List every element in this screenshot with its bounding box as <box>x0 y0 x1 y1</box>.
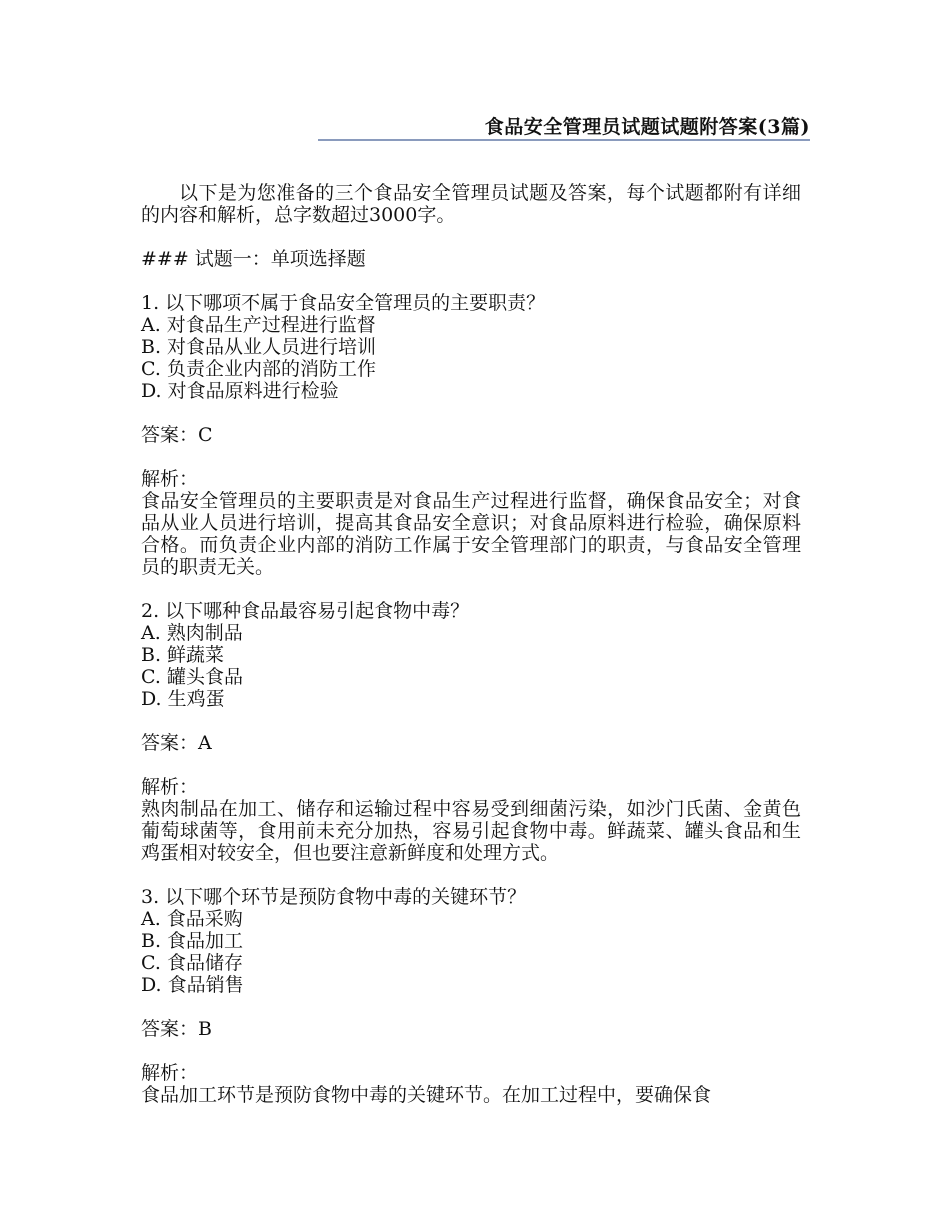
analysis-label: 解析： <box>141 1062 199 1084</box>
answer-line: 答案：A <box>141 732 212 754</box>
document-body <box>141 160 801 1106</box>
option-b: B. 鲜蔬菜 <box>141 644 225 666</box>
option-d: D. 食品销售 <box>141 974 244 996</box>
option-d: D. 对食品原料进行检验 <box>141 380 339 402</box>
question-stem: 3. 以下哪个环节是预防食物中毒的关键环节？ <box>141 886 527 908</box>
question-block <box>141 292 801 578</box>
intro-paragraph: 以下是为您准备的三个食品安全管理员试题及答案，每个试题都附有详细的内容和解析，总字数超过3000字。 <box>141 182 801 226</box>
option-b: B. 对食品从业人员进行培训 <box>141 336 377 358</box>
section-heading: ### 试题一：单项选择题 <box>141 248 366 270</box>
analysis-label: 解析： <box>141 468 199 490</box>
option-c: C. 罐头食品 <box>141 666 243 688</box>
option-a: A. 食品采购 <box>141 908 243 930</box>
question-block <box>141 600 801 864</box>
title-underline <box>318 139 810 141</box>
analysis-text: 熟肉制品在加工、储存和运输过程中容易受到细菌污染，如沙门氏菌、金黄色葡萄球菌等，食用前未充分加热，容易引起食物中毒。鲜蔬菜、罐头食品和生鸡蛋相对较安全，但也要注意新鲜度和处理方式。 <box>141 798 801 864</box>
document-title: 食品安全管理员试题试题附答案(3篇) <box>484 116 810 138</box>
analysis-text: 食品安全管理员的主要职责是对食品生产过程进行监督，确保食品安全；对食品从业人员进行培训，提高其食品安全意识；对食品原料进行检验，确保原料合格。而负责企业内部的消防工作属于安全管理部门的职责，与食品安全管理员的职责无关。 <box>141 490 801 578</box>
analysis-label: 解析： <box>141 776 199 798</box>
analysis-text: 食品加工环节是预防食物中毒的关键环节。在加工过程中，要确保食 <box>141 1084 712 1106</box>
option-a: A. 对食品生产过程进行监督 <box>141 314 376 336</box>
answer-line: 答案：C <box>141 424 213 446</box>
option-a: A. 熟肉制品 <box>141 622 243 644</box>
option-d: D. 生鸡蛋 <box>141 688 225 710</box>
option-b: B. 食品加工 <box>141 930 244 952</box>
option-c: C. 食品储存 <box>141 952 243 974</box>
question-block <box>141 886 801 1106</box>
question-stem: 2. 以下哪种食品最容易引起食物中毒？ <box>141 600 470 622</box>
answer-line: 答案：B <box>141 1018 212 1040</box>
question-stem: 1. 以下哪项不属于食品安全管理员的主要职责？ <box>141 292 546 314</box>
option-c: C. 负责企业内部的消防工作 <box>141 358 376 380</box>
